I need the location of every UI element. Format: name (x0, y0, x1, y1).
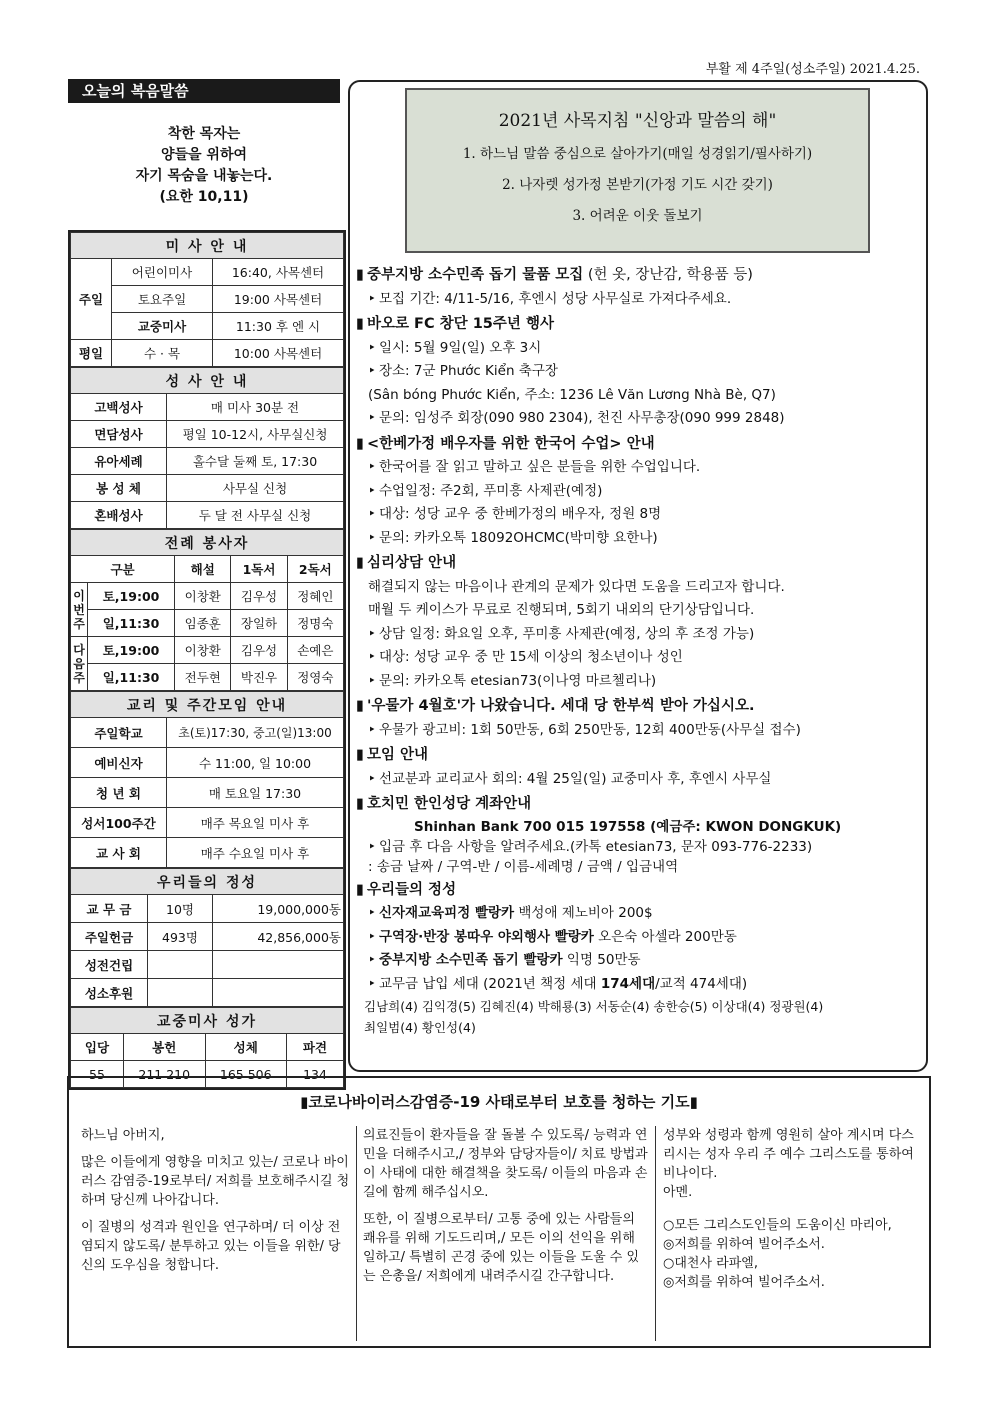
news-line: ‣ 모집 기간: 4/11-5/16, 후엔시 성당 사무실로 가져다주세요. (356, 288, 924, 312)
mass-table (70, 232, 344, 367)
news-line: ‣ 상담 일정: 화요일 오후, 푸미흥 사제관(예정, 상의 후 조정 가능) (356, 623, 924, 647)
mass-time: 11:30 후 엔 시 (213, 313, 344, 340)
news-line: : 송금 날짜 / 구역-반 / 이름-세례명 / 금액 / 입금내역 (368, 858, 679, 875)
news-list (356, 262, 924, 1038)
news-line (356, 902, 924, 926)
news-line: ‣ 문의: 임성주 회장(090 980 2304), 천진 사무총장(090 999 2848) (356, 407, 924, 431)
prayer-litany: ○모든 그리스도인들의 도움이신 마리아, (663, 1218, 892, 1233)
news-line: ‣ 문의: 카카오톡 etesian73(이나영 마르첼리나) (356, 670, 924, 694)
sacrament-name: 유아세례 (71, 448, 167, 475)
mass-name: 어린이미사 (112, 259, 213, 286)
liturgy-section-title: 전례 봉사자 (71, 530, 344, 556)
prayer-title-text: 코로나바이러스감염증-19 사태로부터 보호를 청하는 기도 (308, 1093, 690, 1111)
doctrine-desc: 매주 목요일 미사 후 (167, 808, 344, 838)
liturgy-cell: 정혜인 (287, 583, 343, 610)
liturgy-cell: 전두현 (175, 664, 231, 691)
sacrament-desc: 평일 10-12시, 사무실신청 (167, 421, 344, 448)
news-line: 해결되지 않는 마음이나 관계의 문제가 있다면 도움을 드리고자 합니다. (368, 578, 785, 595)
sacrament-section-title: 성 사 안 내 (71, 368, 344, 394)
offering-section-title: 우리들의 정성 (71, 869, 344, 895)
hymn-header: 성체 (205, 1034, 287, 1061)
info-sidebar (68, 230, 346, 1090)
news-line (356, 949, 924, 973)
liturgy-header: 2독서 (287, 556, 343, 583)
offering-amount (213, 951, 344, 979)
prayer-paragraph: 성부와 성령과 함께 영원히 살아 계시며 다스리시는 성자 우리 주 예수 그리스도를 통하여 비나이다. (663, 1128, 914, 1181)
liturgy-header: 해설 (175, 556, 231, 583)
news-heading (356, 264, 924, 288)
mass-name: 교중미사 (112, 313, 213, 340)
gospel-line: 착한 목자는 (167, 126, 241, 142)
sacrament-desc: 두 달 전 사무실 신청 (167, 502, 344, 529)
prayer-column-1 (81, 1126, 351, 1283)
prayer-paragraph: 또한, 이 질병으로부터/ 고통 중에 있는 사람들의 쾌유를 위해 기도드리며,/ 모든 이의 선익을 위해 일하고/ 특별히 곤경 중에 있는 이들을 도울 수 있는 은총을/ 저희에게 내려주시길 간구합니다. (363, 1212, 640, 1284)
offering-count (148, 951, 213, 979)
doctrine-name: 예비신자 (71, 748, 167, 778)
news-heading: ▮ 모임 안내 (356, 744, 924, 768)
offering-count: 493명 (148, 923, 213, 951)
doctrine-desc: 수 11:00, 일 10:00 (167, 748, 344, 778)
liturgy-cell: 이창환 (175, 583, 231, 610)
news-line: ‣ 우물가 광고비: 1회 50만동, 6회 250만동, 12회 400만동(사무실 접수) (356, 719, 924, 743)
tithe-text: /교적 474세대) (655, 975, 748, 992)
news-heading: ▮ 우리들의 정성 (356, 879, 924, 903)
news-line: ‣ 장소: 7군 Phước Kiển 축구장 (356, 360, 924, 384)
mass-time: 10:00 사목센터 (213, 340, 344, 367)
doctrine-name: 주일학교 (71, 718, 167, 748)
pastoral-plan-item: 1. 하느님 말씀 중심으로 살아가기(매일 성경읽기/필사하기) (462, 146, 813, 162)
column-divider (356, 1126, 357, 1341)
liturgy-table (70, 529, 344, 691)
sacrament-desc: 매 미사 30분 전 (167, 394, 344, 421)
prayer-litany: ○대천사 라파엘, (663, 1256, 758, 1271)
sacrament-desc: 사무실 신청 (167, 475, 344, 502)
prayer-paragraph: 많은 이들에게 영향을 미치고 있는/ 코로나 바이러스 감염증-19로부터/ 저희를 보호해주시길 청하며 당신께 나아갑니다. (81, 1155, 350, 1208)
offering-name: 성소후원 (71, 979, 148, 1007)
news-heading: ▮ <한베가정 배우자를 위한 한국어 수업> 안내 (356, 433, 924, 457)
hymn-number: 165 506 (205, 1061, 287, 1088)
mass-name: 수 · 목 (112, 340, 213, 367)
news-line: ‣ 대상: 성당 교우 중 만 15세 이상의 청소년이나 성인 (356, 646, 924, 670)
weekday-label: 평일 (71, 340, 112, 367)
prayer-box (67, 1076, 931, 1348)
hymn-header: 입당 (71, 1034, 124, 1061)
tithe-count: 174세대 (600, 975, 656, 992)
hymn-header: 봉헌 (124, 1034, 206, 1061)
liturgy-cell: 손예은 (287, 637, 343, 664)
doctrine-name: 교 사 회 (71, 838, 167, 868)
gospel-header: 오늘의 복음말씀 (68, 79, 340, 103)
doctrine-desc: 초(토)17:30, 중고(일)13:00 (167, 718, 344, 748)
donation-label: 중부지방 소수민족 돕기 빨랑카 (378, 952, 563, 968)
news-heading-text: 중부지방 소수민족 돕기 물품 모집 (366, 267, 584, 283)
liturgy-cell: 임종훈 (175, 610, 231, 637)
liturgy-time: 토,19:00 (88, 637, 175, 664)
prayer-amen: 아멘. (663, 1185, 693, 1200)
pastoral-plan-box (405, 88, 870, 253)
sunday-label: 주일 (71, 259, 112, 340)
liturgy-cell: 이창환 (175, 637, 231, 664)
liturgy-header: 1독서 (231, 556, 287, 583)
news-line (356, 973, 924, 997)
hymn-number: 55 (71, 1061, 124, 1088)
hymn-number: 134 (287, 1061, 344, 1088)
liturgy-cell: 박진우 (231, 664, 287, 691)
sacrament-desc: 홀수달 둘째 토, 17:30 (167, 448, 344, 475)
hymn-header: 파견 (287, 1034, 344, 1061)
pastoral-plan-item: 2. 나자렛 성가정 본받기(가정 기도 시간 갖기) (502, 177, 773, 193)
liturgy-time: 일,11:30 (88, 610, 175, 637)
news-line: (Sân bóng Phước Kiển, 주소: 1236 Lê Văn Lương Nhà Bè, Q7) (368, 386, 776, 403)
offering-count (148, 979, 213, 1007)
news-line: ‣ 수업일정: 주2회, 푸미흥 사제관(예정) (356, 480, 924, 504)
sacrament-name: 혼배성사 (71, 502, 167, 529)
donation-text: 백성애 제노비아 200$ (514, 905, 653, 921)
doctrine-desc: 매 토요일 17:30 (167, 778, 344, 808)
liturgy-cell: 김우성 (231, 637, 287, 664)
news-line: ‣ 한국어를 잘 읽고 말하고 싶은 분들을 위한 수업입니다. (356, 456, 924, 480)
news-line: 매월 두 케이스가 무료로 진행되며, 5회기 내외의 단기상담입니다. (368, 602, 755, 618)
prayer-paragraph: 의료진들이 환자들을 잘 돌볼 수 있도록/ 능력과 연민을 더해주시고,/ 정부와 담당자들이/ 치료 방법과 이 사태에 대한 해결책을 찾도록/ 이들의 마음과 손길에 함께 해주십시오. (363, 1128, 648, 1200)
prayer-title: ▮코로나바이러스감염증-19 사태로부터 보호를 청하는 기도▮ (300, 1093, 698, 1111)
mass-time: 19:00 사목센터 (213, 286, 344, 313)
sacrament-name: 면담성사 (71, 421, 167, 448)
news-heading: ▮ 호치민 한인성당 계좌안내 (356, 793, 924, 817)
prayer-column-3 (663, 1126, 925, 1292)
hymn-section-title: 교중미사 성가 (71, 1008, 344, 1034)
liturgy-cell: 정명숙 (287, 610, 343, 637)
news-line: ‣ 일시: 5월 9일(일) 오후 3시 (356, 337, 924, 361)
gospel-line: 양들을 위하여 (160, 147, 248, 163)
tithe-text: 교무금 납입 세대 (2021년 책정 세대 (378, 975, 601, 992)
pastoral-plan-title: 2021년 사목지침 "신앙과 말씀의 해" (498, 111, 777, 131)
news-line: ‣ 입금 후 다음 사항을 알려주세요.(카톡 etesian73, 문자 093-776-2233) (356, 837, 924, 857)
gospel-reference: (요한 10,11) (159, 189, 249, 205)
prayer-response: ◎저희를 위하여 빌어주소서. (663, 1275, 825, 1290)
offering-count: 10명 (148, 895, 213, 923)
news-heading: ▮ 바오로 FC 창단 15주년 행사 (356, 313, 924, 337)
prayer-paragraph: 하느님 아버지, (81, 1128, 165, 1143)
prayer-paragraph: 이 질병의 성격과 원인을 연구하며/ 더 이상 전염되지 않도록/ 분투하고 있는 이들을 위한/ 당신의 도우심을 청합니다. (81, 1220, 341, 1273)
mass-name: 토요주일 (112, 286, 213, 313)
liturgy-cell: 정영숙 (287, 664, 343, 691)
liturgy-cell: 김우성 (231, 583, 287, 610)
doctrine-section-title: 교리 및 주간모임 안내 (71, 692, 344, 718)
pastoral-plan-item: 3. 어려운 이웃 돌보기 (572, 208, 703, 224)
doctrine-name: 성서100주간 (71, 808, 167, 838)
offering-amount: 19,000,000동 (213, 895, 344, 923)
doctrine-table (70, 691, 344, 868)
gospel-verse (68, 124, 340, 208)
news-heading-extra: (헌 옷, 장난감, 학용품 등) (583, 267, 753, 283)
liturgy-group-label: 이번주 (71, 583, 88, 637)
donation-text: 오은숙 아셀라 200만동 (593, 928, 737, 945)
offering-name: 교 무 금 (71, 895, 148, 923)
liturgy-time: 토,19:00 (88, 583, 175, 610)
sacrament-name: 봉 성 체 (71, 475, 167, 502)
offering-amount: 42,856,000동 (213, 923, 344, 951)
news-line: ‣ 대상: 성당 교우 중 한베가정의 배우자, 정원 8명 (356, 503, 924, 527)
news-line: ‣ 문의: 카카오톡 18092OHCMC(박미향 요한나) (356, 527, 924, 551)
doctrine-desc: 매주 수요일 미사 후 (167, 838, 344, 868)
offering-amount (213, 979, 344, 1007)
doctrine-name: 청 년 회 (71, 778, 167, 808)
liturgy-cell: 장일하 (231, 610, 287, 637)
tithe-names: 김남희(4) 김익경(5) 김혜진(4) 박해룡(3) 서동순(4) 송한승(5) 이상대(4) 정광원(4) (364, 999, 824, 1014)
news-line: ‣ 선교분과 교리교사 회의: 4월 25일(일) 교중미사 후, 후엔시 사무실 (356, 768, 924, 792)
mass-time: 16:40, 사목센터 (213, 259, 344, 286)
offering-name: 성전건립 (71, 951, 148, 979)
tithe-names: 최일범(4) 황인성(4) (364, 1020, 476, 1035)
donation-label: 구역장·반장 봉따우 야외행사 빨랑카 (378, 928, 594, 945)
offering-table (70, 868, 344, 1007)
news-heading: ▮ 심리상담 안내 (356, 552, 924, 576)
gospel-line: 자기 목숨을 내놓는다. (135, 168, 273, 184)
column-divider (655, 1126, 656, 1341)
liturgy-header: 구분 (71, 556, 175, 583)
donation-text: 익명 50만동 (562, 952, 641, 968)
news-heading: ▮ '우물가 4월호'가 나왔습니다. 세대 당 한부씩 받아 가십시오. (356, 695, 924, 719)
prayer-response: ◎저희를 위하여 빌어주소서. (663, 1237, 825, 1252)
mass-section-title: 미 사 안 내 (71, 233, 344, 259)
prayer-column-2 (363, 1126, 648, 1294)
bank-account: Shinhan Bank 700 015 197558 (예금주: KWON DONGKUK) (414, 818, 842, 835)
news-line (356, 926, 924, 950)
sacrament-table (70, 367, 344, 529)
hymn-number: 211 210 (124, 1061, 206, 1088)
liturgy-group-label: 다음주 (71, 637, 88, 691)
sacrament-name: 고백성사 (71, 394, 167, 421)
offering-name: 주일헌금 (71, 923, 148, 951)
bulletin-date: 부활 제 4주일(성소주일) 2021.4.25. (705, 62, 920, 77)
donation-label: 신자재교육피정 빨랑카 (378, 905, 515, 921)
liturgy-time: 일,11:30 (88, 664, 175, 691)
